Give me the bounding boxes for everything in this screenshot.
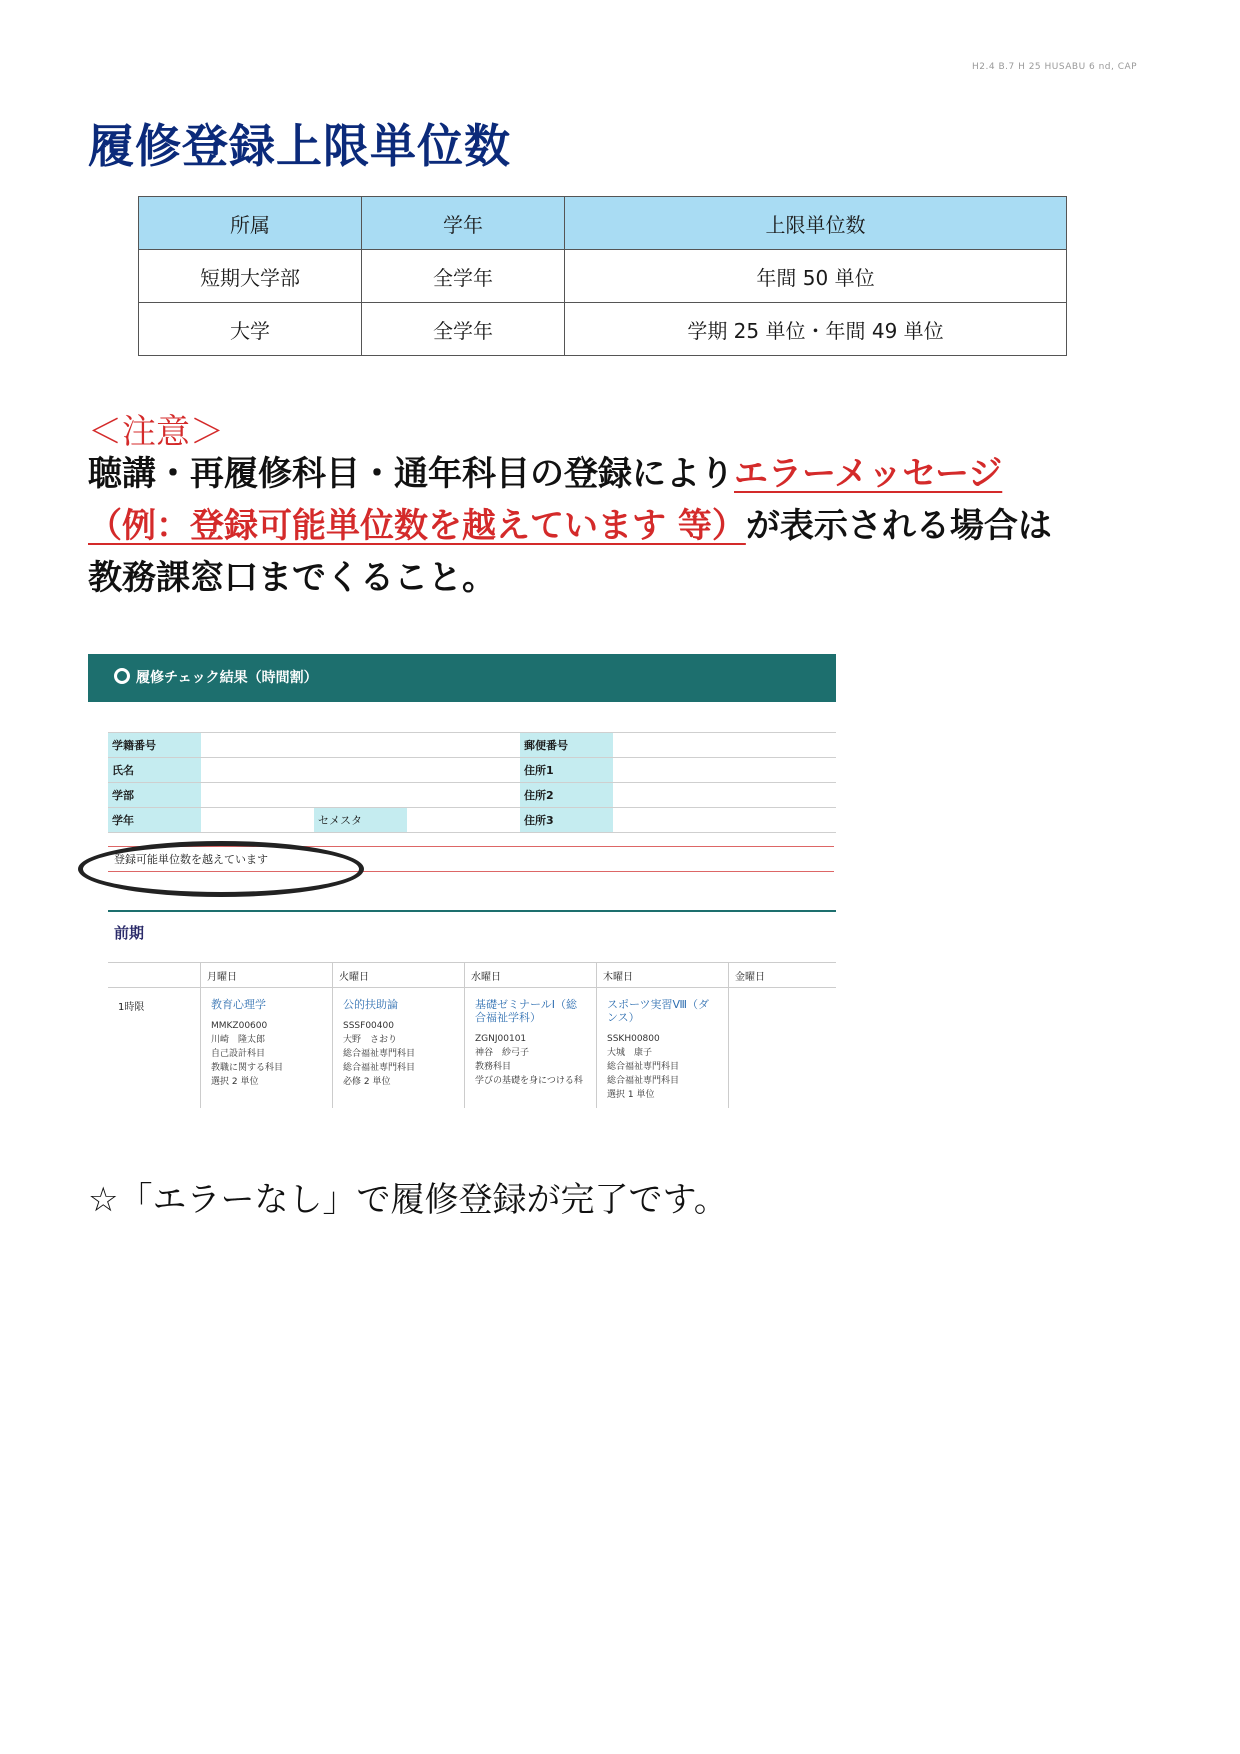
notice-text: 聴講・再履修科目・通年科目の登録により — [88, 454, 734, 494]
address2-label: 住所2 — [520, 783, 613, 808]
name-value — [201, 758, 520, 783]
page-title: 履修登録上限単位数 — [88, 119, 511, 173]
day-header: 水曜日 — [465, 963, 597, 988]
address2-value — [613, 783, 836, 808]
course-detail: MMKZ00600 — [211, 1021, 268, 1031]
term-heading: 前期 — [114, 924, 145, 942]
day-header: 月曜日 — [201, 963, 333, 988]
course-cell — [465, 988, 597, 1109]
course-detail: SSSF00400 — [343, 1021, 394, 1031]
day-header: 火曜日 — [333, 963, 465, 988]
column-header: 上限単位数 — [565, 197, 1067, 250]
year-label: 学年 — [108, 808, 201, 833]
student-id-value — [201, 733, 520, 758]
course-cell — [201, 988, 333, 1109]
table-cell: 短期大学部 — [139, 250, 362, 303]
course-cell — [333, 988, 465, 1109]
section-divider — [108, 910, 836, 912]
credit-limit-table — [138, 196, 1067, 356]
table-cell: 全学年 — [362, 303, 565, 356]
faculty-label: 学部 — [108, 783, 201, 808]
timetable-row — [108, 988, 836, 1109]
table-row — [139, 303, 1067, 356]
screenshot-header — [88, 654, 836, 702]
error-message-highlight: エラーメッセージ — [734, 454, 1003, 494]
course-detail: 神谷 紗弓子 — [475, 1048, 530, 1058]
table-cell: 大学 — [139, 303, 362, 356]
registration-check-screenshot — [88, 654, 836, 1100]
table-row — [139, 250, 1067, 303]
course-detail: ZGNJ00101 — [475, 1034, 527, 1044]
table-row — [108, 783, 836, 808]
student-id-label: 学籍番号 — [108, 733, 201, 758]
table-row — [108, 808, 836, 833]
circle-bullet-icon — [114, 668, 130, 684]
course-detail: 選択 2 単位 — [211, 1077, 259, 1087]
table-row — [108, 758, 836, 783]
table-cell: 学期 25 単位・年間 49 単位 — [565, 303, 1067, 356]
course-detail: 大城 康子 — [607, 1048, 653, 1058]
notice-line-3: 教務課窓口までくること。 — [88, 558, 496, 598]
error-message-box: 登録可能単位数を越えています — [108, 846, 834, 872]
completion-message: ☆「エラーなし」で履修登録が完了です。 — [88, 1180, 728, 1220]
course-detail: 自己設計科目 — [211, 1049, 266, 1059]
course-name-link[interactable]: 教育心理学 — [211, 998, 266, 1011]
page-corner-note: H2.4 B.7 H 25 HUSABU 6 nd, CAP — [972, 62, 1138, 72]
screenshot-header-title: 履修チェック結果（時間割） — [136, 670, 318, 686]
notice-text: が表示される場合は — [745, 506, 1052, 546]
timetable-header-row — [108, 963, 836, 988]
course-detail: SSKH00800 — [607, 1034, 660, 1044]
table-cell: 年間 50 単位 — [565, 250, 1067, 303]
column-header: 学年 — [362, 197, 565, 250]
course-detail: 大野 さおり — [343, 1035, 398, 1045]
day-header: 金曜日 — [729, 963, 837, 988]
student-info-table — [108, 732, 836, 833]
year-value — [201, 808, 314, 833]
course-detail: 学びの基礎を身につける科 — [475, 1076, 583, 1086]
day-header — [108, 963, 201, 988]
course-detail: 教職に関する科目 — [211, 1063, 284, 1073]
day-header: 木曜日 — [597, 963, 729, 988]
course-detail: 必修 2 単位 — [343, 1077, 391, 1087]
notice-heading: ＜注意＞ — [88, 412, 224, 452]
table-row — [108, 733, 836, 758]
postal-code-value — [613, 733, 836, 758]
address3-value — [613, 808, 836, 833]
course-cell-empty — [729, 988, 837, 1109]
course-detail: 総合福祉専門科目 — [607, 1062, 680, 1072]
notice-line-2 — [88, 500, 1148, 552]
semester-label: セメスタ — [314, 808, 407, 833]
course-detail: 総合福祉専門科目 — [607, 1076, 680, 1086]
course-detail: 教務科目 — [475, 1062, 512, 1072]
faculty-value — [201, 783, 520, 808]
period-label: 1時限 — [118, 1002, 145, 1013]
column-header: 所属 — [139, 197, 362, 250]
notice-body — [88, 448, 1148, 604]
course-detail: 川崎 隆太郎 — [211, 1035, 266, 1045]
timetable — [108, 962, 836, 1108]
address3-label: 住所3 — [520, 808, 613, 833]
semester-value — [407, 808, 520, 833]
error-example-highlight: （例：登録可能単位数を越えています 等） — [88, 506, 746, 546]
course-detail: 総合福祉専門科目 — [343, 1063, 416, 1073]
course-name-link[interactable]: スポーツ実習Ⅷ（ダンス） — [607, 998, 710, 1024]
notice-line-1 — [88, 448, 1148, 500]
table-cell: 全学年 — [362, 250, 565, 303]
name-label: 氏名 — [108, 758, 201, 783]
postal-code-label: 郵便番号 — [520, 733, 613, 758]
course-detail: 総合福祉専門科目 — [343, 1049, 416, 1059]
address1-value — [613, 758, 836, 783]
course-detail: 選択 1 単位 — [607, 1090, 655, 1100]
table-header-row — [139, 197, 1067, 250]
address1-label: 住所1 — [520, 758, 613, 783]
course-cell — [597, 988, 729, 1109]
course-name-link[interactable]: 公的扶助論 — [343, 998, 398, 1011]
course-name-link[interactable]: 基礎ゼミナールⅠ（総合福祉学科） — [475, 998, 578, 1024]
highlight-ellipse — [78, 841, 364, 897]
